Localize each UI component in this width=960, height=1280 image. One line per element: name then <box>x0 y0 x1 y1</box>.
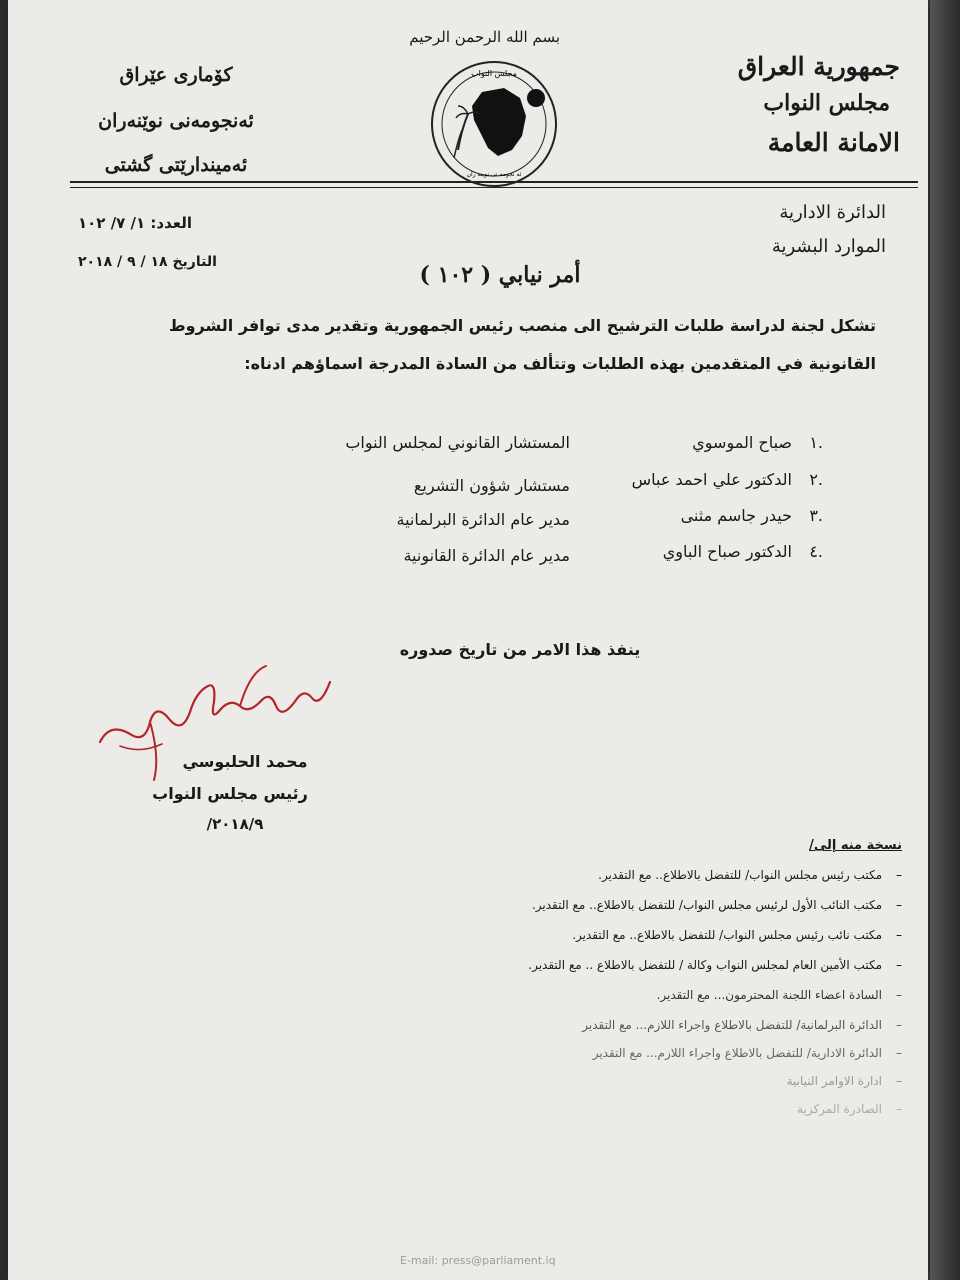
copies-heading: نسخة منه إلى/ <box>809 838 902 853</box>
signatory-title: رئيس مجلس النواب <box>152 784 308 803</box>
parliament-emblem-icon <box>428 58 560 190</box>
copy-bullet: – <box>896 1102 902 1116</box>
member-number: .١ <box>809 433 823 452</box>
copy-item: الدائرة البرلمانية/ للتفضل بالاطلاع واجراء اللازم... مع التقدير <box>582 1018 882 1032</box>
header-country: جمهورية العراق <box>737 52 900 81</box>
header-kurdish-secretariat: ئەمیندارێتی گشتی <box>104 154 248 176</box>
header-secretariat: الامانة العامة <box>767 128 900 157</box>
dept-hr: الموارد البشرية <box>771 236 886 257</box>
header-kurdish-council: ئەنجومەنی نوێنەران <box>98 110 254 132</box>
member-name: صباح الموسوي <box>692 433 792 452</box>
copy-item: الصادرة المركزية <box>797 1102 882 1116</box>
signature-date: ٢٠١٨/٩/ <box>206 815 264 833</box>
copy-bullet: – <box>896 868 902 882</box>
execution-clause: ينفذ هذا الامر من تاريخ صدوره <box>399 640 641 659</box>
copy-bullet: – <box>896 928 902 942</box>
emblem-text-top: مجلس النواب <box>471 69 517 78</box>
header-rule-thin <box>70 187 918 188</box>
order-title: أمر نيابي ( ١٠٢ ) <box>419 262 581 288</box>
body-line-1: تشكل لجنة لدراسة طلبات الترشيح الى منصب رئيس الجمهورية وتقدير مدى توافر الشروط <box>168 316 876 335</box>
copy-item: مكتب الأمين العام لمجلس النواب وكالة / للتفضل بالاطلاع .. مع التقدير. <box>528 958 882 972</box>
dept-administrative: الدائرة الادارية <box>779 202 886 223</box>
body-line-2: القانونية في المتقدمين بهذه الطلبات وتتألف من السادة المدرجة اسماؤهم ادناه: <box>244 354 876 373</box>
copy-item: مكتب رئيس مجلس النواب/ للتفضل بالاطلاع.. مع التقدير. <box>598 868 882 882</box>
header-kurdish-country: كۆماری عێراق <box>119 64 233 86</box>
member-role: مدير عام الدائرة البرلمانية <box>396 510 570 529</box>
copy-item: السادة اعضاء اللجنة المحترمون... مع التقدير. <box>656 988 882 1002</box>
copy-item: مكتب النائب الأول لرئيس مجلس النواب/ للتفضل بالاطلاع.. مع التقدير. <box>531 898 882 912</box>
footer-email: E-mail: press@parliament.iq <box>400 1254 556 1267</box>
signatory-name: محمد الحلبوسي <box>182 752 308 771</box>
member-role: مدير عام الدائرة القانونية <box>403 546 570 565</box>
basmala: بسم الله الرحمن الرحيم <box>409 28 560 46</box>
copy-bullet: – <box>896 988 902 1002</box>
member-name: حيدر جاسم مثنى <box>680 506 792 525</box>
copy-bullet: – <box>896 1046 902 1060</box>
copy-bullet: – <box>896 958 902 972</box>
copy-item: الدائرة الادارية/ للتفضل بالاطلاع واجراء اللازم... مع التقدير <box>592 1046 882 1060</box>
emblem-text-bottom: ئه نجومه نی نوینه ران <box>466 171 522 178</box>
copy-bullet: – <box>896 898 902 912</box>
member-name: الدكتور علي احمد عباس <box>631 470 792 489</box>
member-name: الدكتور صباح الباوي <box>662 542 792 561</box>
copy-bullet: – <box>896 1018 902 1032</box>
member-number: .٣ <box>809 506 823 525</box>
member-number: .٤ <box>809 542 823 561</box>
order-date: التاريخ ١٨ / ٩ / ٢٠١٨ <box>78 254 217 270</box>
member-role: مستشار شؤون التشريع <box>413 476 570 495</box>
handwritten-signature <box>90 662 340 792</box>
copy-item: مكتب نائب رئيس مجلس النواب/ للتفضل بالاطلاع.. مع التقدير. <box>572 928 882 942</box>
copy-bullet: – <box>896 1074 902 1088</box>
background-right <box>930 0 960 1280</box>
member-role: المستشار القانوني لمجلس النواب <box>345 433 570 452</box>
member-number: .٢ <box>809 470 823 489</box>
order-number: العدد: ١/ ٧/ ١٠٢ <box>78 214 193 232</box>
header-council: مجلس النواب <box>763 90 890 116</box>
copy-item: ادارة الاوامر النيابية <box>786 1074 882 1088</box>
header-rule <box>70 181 918 183</box>
